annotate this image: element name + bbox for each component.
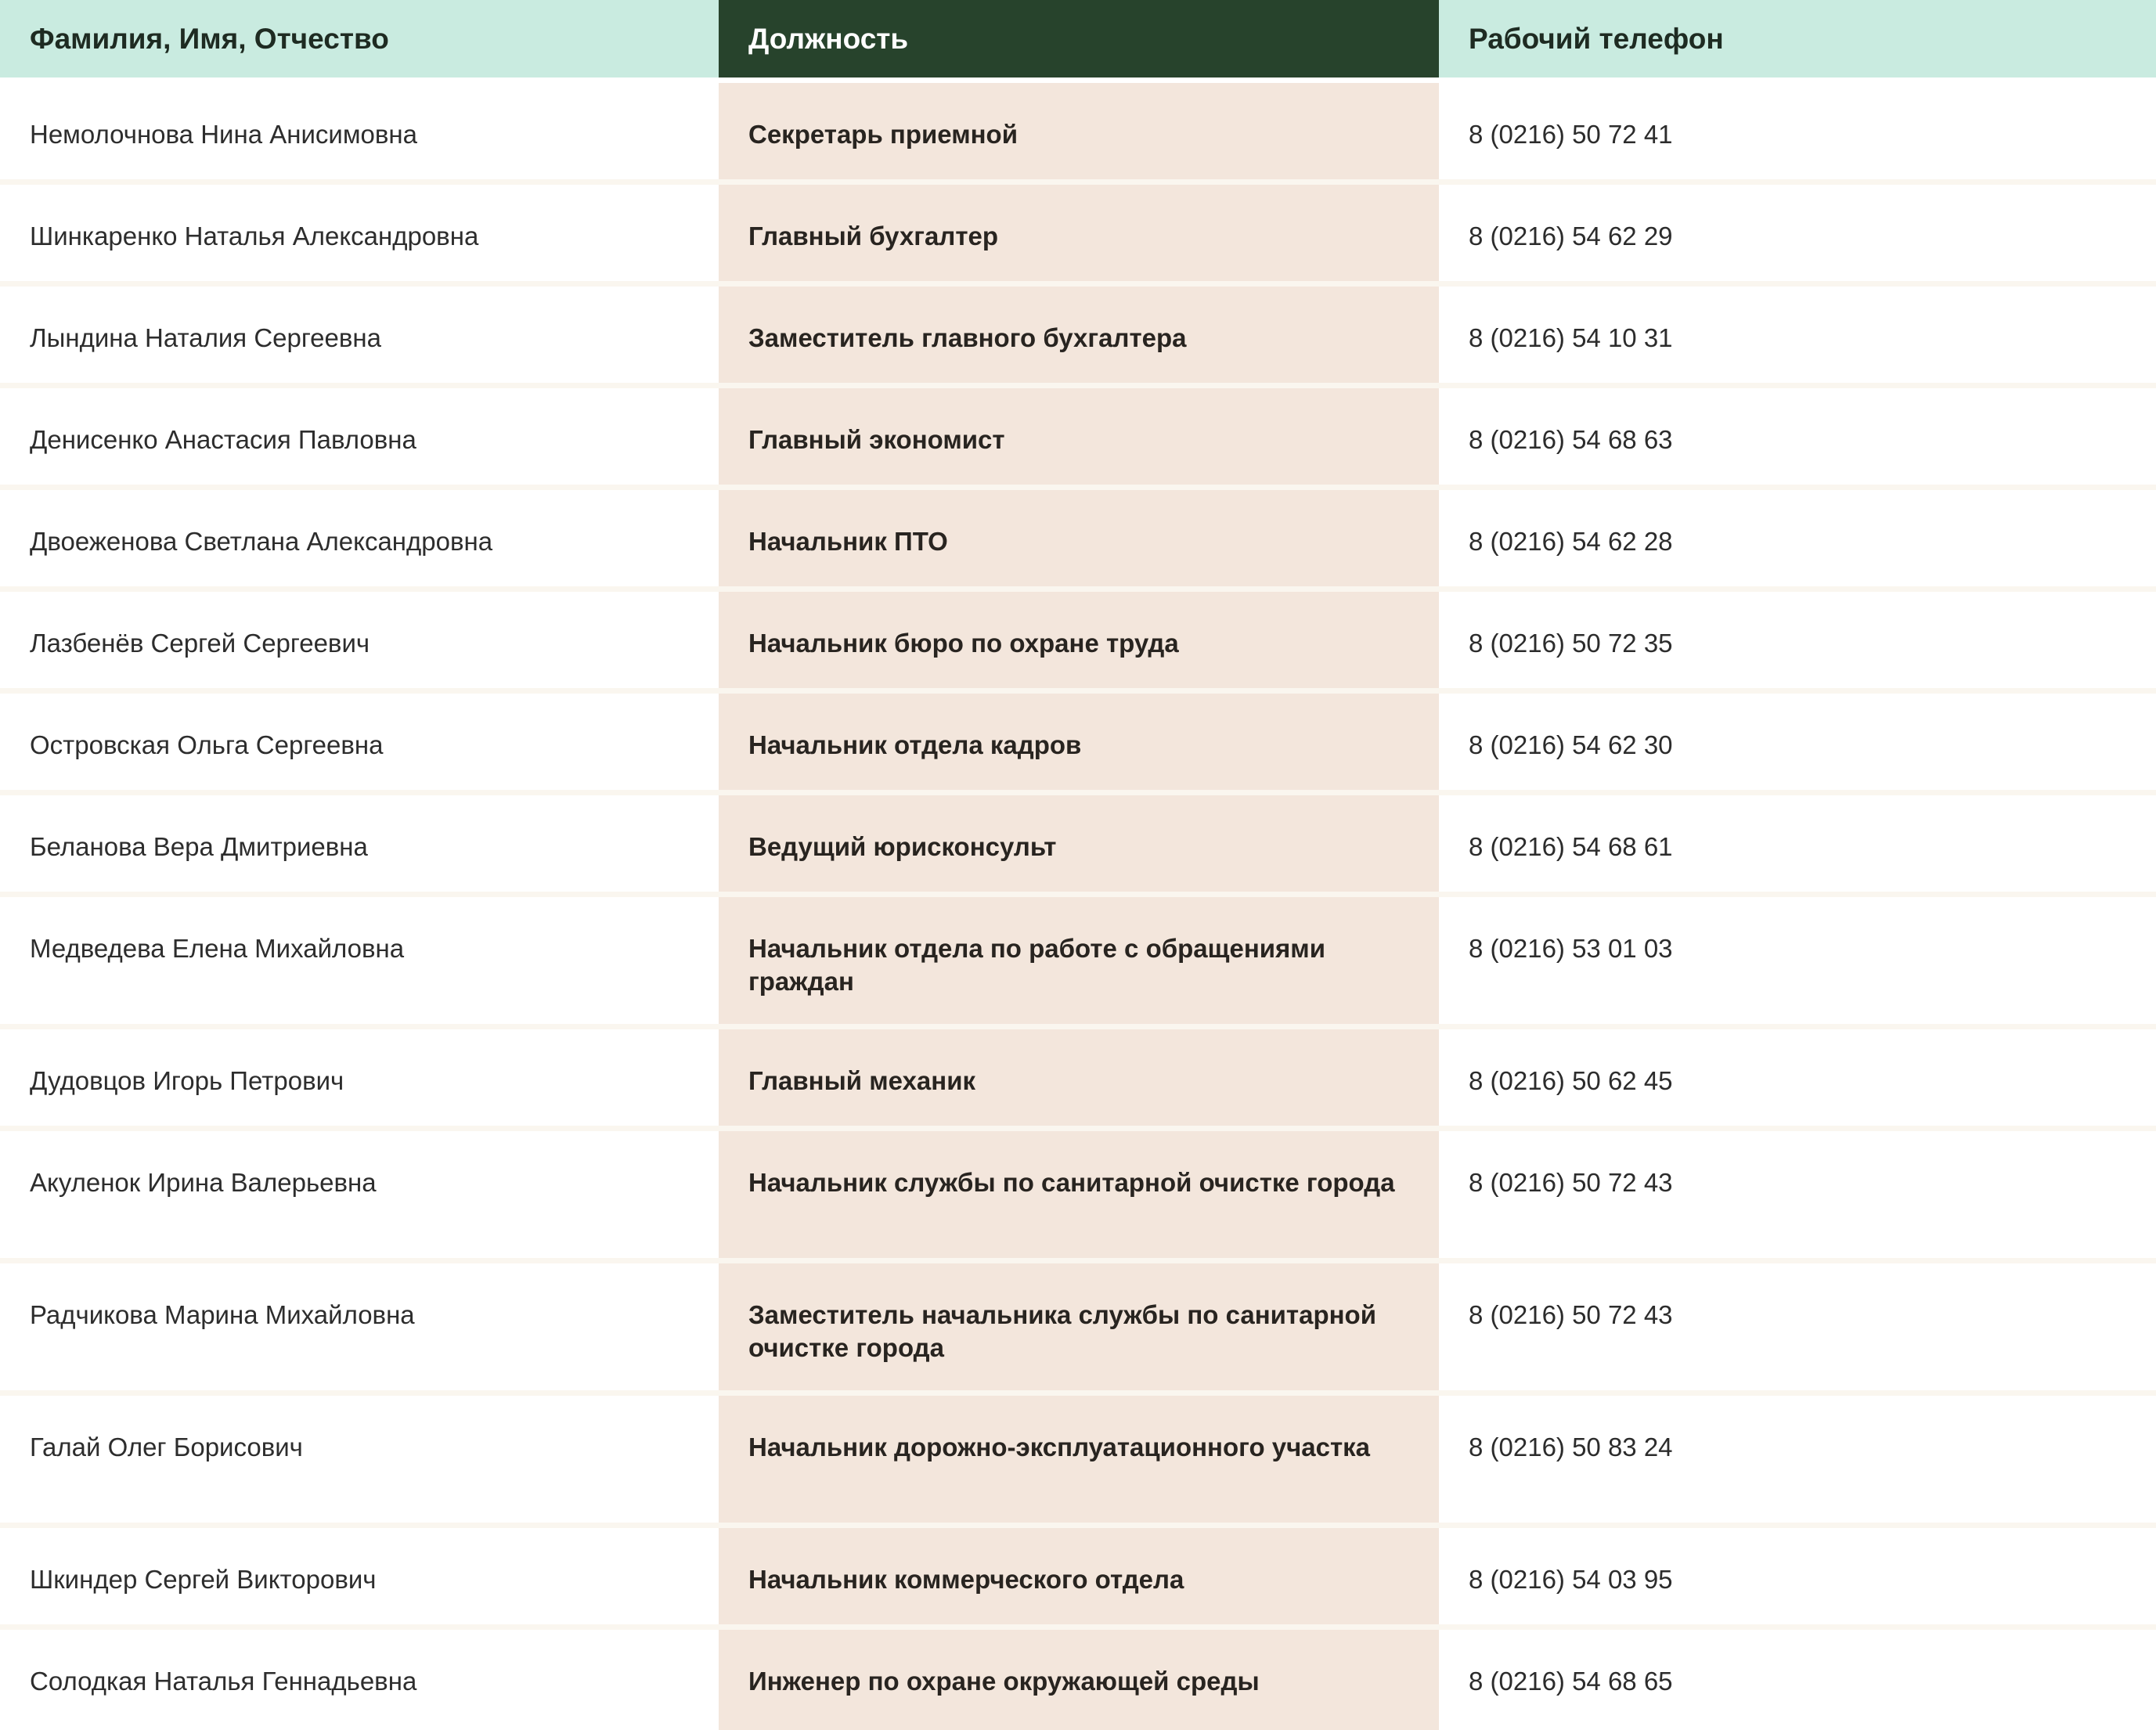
column-header-phone: Рабочий телефон — [1439, 0, 2156, 77]
table-row — [0, 388, 2156, 490]
phone-cell: 8 (0216) 50 72 35 — [1469, 629, 1673, 658]
column-header-position: Должность — [719, 0, 1439, 77]
name-cell: Шкиндер Сергей Викторович — [30, 1565, 377, 1594]
position-cell: Начальник отдела по работе с обращениями граждан — [719, 897, 1439, 1024]
table-row — [0, 1263, 2156, 1396]
name-cell: Немолочнова Нина Анисимовна — [30, 120, 417, 149]
table-row — [0, 1131, 2156, 1263]
table-row — [0, 897, 2156, 1029]
name-cell: Радчикова Марина Михайловна — [30, 1300, 415, 1329]
table-row — [0, 490, 2156, 592]
position-cell: Начальник службы по санитарной очистке города — [719, 1131, 1439, 1258]
name-cell: Беланова Вера Дмитриевна — [30, 832, 368, 861]
column-header-name: Фамилия, Имя, Отчество — [0, 0, 719, 77]
phone-cell: 8 (0216) 54 68 61 — [1469, 832, 1673, 861]
phone-cell: 8 (0216) 54 62 30 — [1469, 730, 1673, 759]
name-cell: Шинкаренко Наталья Александровна — [30, 222, 479, 250]
table-row — [0, 1029, 2156, 1131]
table-row — [0, 287, 2156, 388]
position-cell: Заместитель главного бухгалтера — [719, 287, 1439, 383]
table-row — [0, 1630, 2156, 1730]
phone-cell: 8 (0216) 54 10 31 — [1469, 323, 1673, 352]
position-cell: Начальник коммерческого отдела — [719, 1528, 1439, 1624]
name-cell: Акуленок Ирина Валерьевна — [30, 1168, 377, 1197]
position-cell: Заместитель начальника службы по санитарной очистке города — [719, 1263, 1439, 1390]
position-cell: Начальник ПТО — [719, 490, 1439, 586]
phone-cell: 8 (0216) 50 72 41 — [1469, 120, 1673, 149]
position-cell: Главный механик — [719, 1029, 1439, 1126]
phone-cell: 8 (0216) 54 03 95 — [1469, 1565, 1673, 1594]
name-cell: Галай Олег Борисович — [30, 1433, 303, 1461]
phone-cell: 8 (0216) 50 72 43 — [1469, 1168, 1673, 1197]
phone-cell: 8 (0216) 54 68 63 — [1469, 425, 1673, 454]
phone-cell: 8 (0216) 50 83 24 — [1469, 1433, 1673, 1461]
phone-cell: 8 (0216) 54 68 65 — [1469, 1667, 1673, 1696]
position-cell: Начальник бюро по охране труда — [719, 592, 1439, 688]
phone-cell: 8 (0216) 53 01 03 — [1469, 934, 1673, 963]
phone-cell: 8 (0216) 50 62 45 — [1469, 1066, 1673, 1095]
table-row — [0, 592, 2156, 694]
name-cell: Солодкая Наталья Геннадьевна — [30, 1667, 417, 1696]
table-row — [0, 185, 2156, 287]
position-cell: Инженер по охране окружающей среды — [719, 1630, 1439, 1730]
name-cell: Медведева Елена Михайловна — [30, 934, 405, 963]
name-cell: Островская Ольга Сергеевна — [30, 730, 384, 759]
table-row — [0, 694, 2156, 795]
phone-cell: 8 (0216) 54 62 29 — [1469, 222, 1673, 250]
position-cell: Начальник отдела кадров — [719, 694, 1439, 790]
name-cell: Дудовцов Игорь Петрович — [30, 1066, 344, 1095]
position-cell: Начальник дорожно-эксплуатационного участка — [719, 1396, 1439, 1523]
phone-cell: 8 (0216) 54 62 28 — [1469, 527, 1673, 556]
phone-cell: 8 (0216) 50 72 43 — [1469, 1300, 1673, 1329]
position-cell: Ведущий юрисконсульт — [719, 795, 1439, 892]
position-cell: Главный экономист — [719, 388, 1439, 485]
name-cell: Двоеженова Светлана Александровна — [30, 527, 493, 556]
name-cell: Лындина Наталия Сергеевна — [30, 323, 381, 352]
table-row — [0, 795, 2156, 897]
position-cell: Главный бухгалтер — [719, 185, 1439, 281]
table-row — [0, 1396, 2156, 1528]
table-header-row — [0, 0, 2156, 83]
name-cell: Денисенко Анастасия Павловна — [30, 425, 416, 454]
name-cell: Лазбенёв Сергей Сергеевич — [30, 629, 370, 658]
table-row — [0, 1528, 2156, 1630]
table-row — [0, 83, 2156, 185]
position-cell: Секретарь приемной — [719, 83, 1439, 179]
